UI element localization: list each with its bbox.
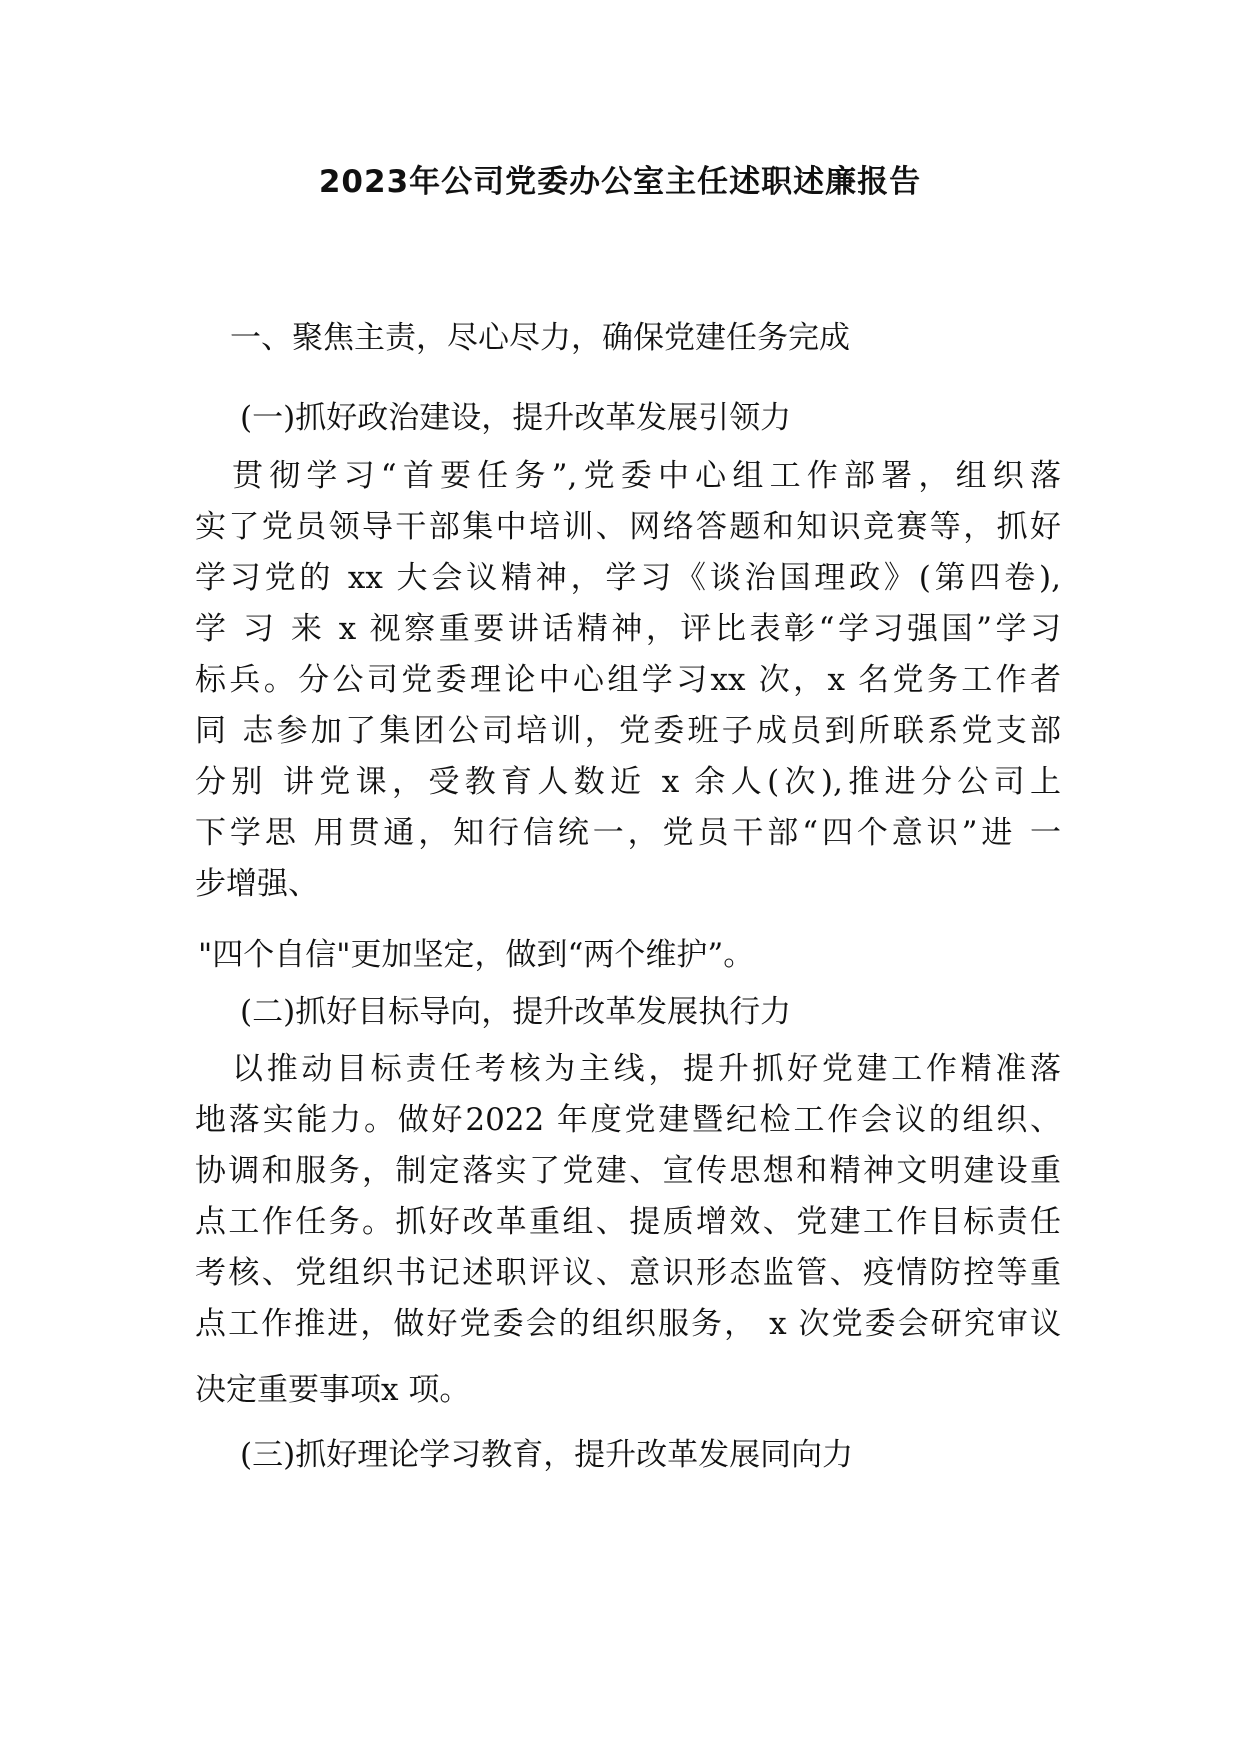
paragraph-line: 点工作推进，做好党委会的组织服务， x 次党委会研究审议 [195, 1306, 1061, 1342]
paragraph-line: 分别 讲党课，受教育人数近 x 余人(次),推进分公司上 [195, 764, 1061, 800]
paragraph-line: 学 习 来 x 视察重要讲话精神，评比表彰“学习强国”学习 [195, 611, 1061, 647]
section-1-heading: 一、聚焦主责，尽心尽力，确保党建任务完成 [230, 320, 850, 356]
document-title: 2023年公司党委办公室主任述职述廉报告 [318, 164, 922, 200]
subsection-1-heading: (一)抓好政治建设，提升改革发展引领力 [240, 400, 792, 436]
paragraph-line: 地落实能力。做好2022 年度党建暨纪检工作会议的组织、 [195, 1102, 1061, 1138]
paragraph-line: 实了党员领导干部集中培训、网络答题和知识竞赛等，抓好 [195, 509, 1061, 545]
paragraph-line: 贯彻学习“首要任务”,党委中心组工作部署，组织落 [232, 458, 1061, 494]
subsection-3-heading: (三)抓好理论学习教育，提升改革发展同向力 [240, 1437, 854, 1473]
paragraph-line: 学习党的 xx 大会议精神，学习《谈治国理政》(第四卷), [195, 560, 1061, 596]
paragraph-line: 步增强、 [195, 866, 319, 902]
paragraph-line: 同 志参加了集团公司培训，党委班子成员到所联系党支部 [195, 713, 1061, 749]
paragraph-line: 标兵。分公司党委理论中心组学习xx 次，x 名党务工作者 [195, 662, 1061, 698]
paragraph-line: 考核、党组织书记述职评议、意识形态监管、疫情防控等重 [195, 1255, 1061, 1291]
paragraph-line: 点工作任务。抓好改革重组、提质增效、党建工作目标责任 [195, 1204, 1061, 1240]
paragraph-line: 协调和服务，制定落实了党建、宣传思想和精神文明建设重 [195, 1153, 1061, 1189]
paragraph-line: "四个自信"更加坚定，做到“两个维护”。 [198, 937, 755, 973]
subsection-2-heading: (二)抓好目标导向，提升改革发展执行力 [240, 994, 792, 1030]
paragraph-line: 决定重要事项x 项。 [195, 1372, 471, 1408]
paragraph-line: 以推动目标责任考核为主线，提升抓好党建工作精准落 [232, 1051, 1061, 1087]
paragraph-line: 下学思 用贯通，知行信统一，党员干部“四个意识”进 一 [195, 815, 1061, 851]
